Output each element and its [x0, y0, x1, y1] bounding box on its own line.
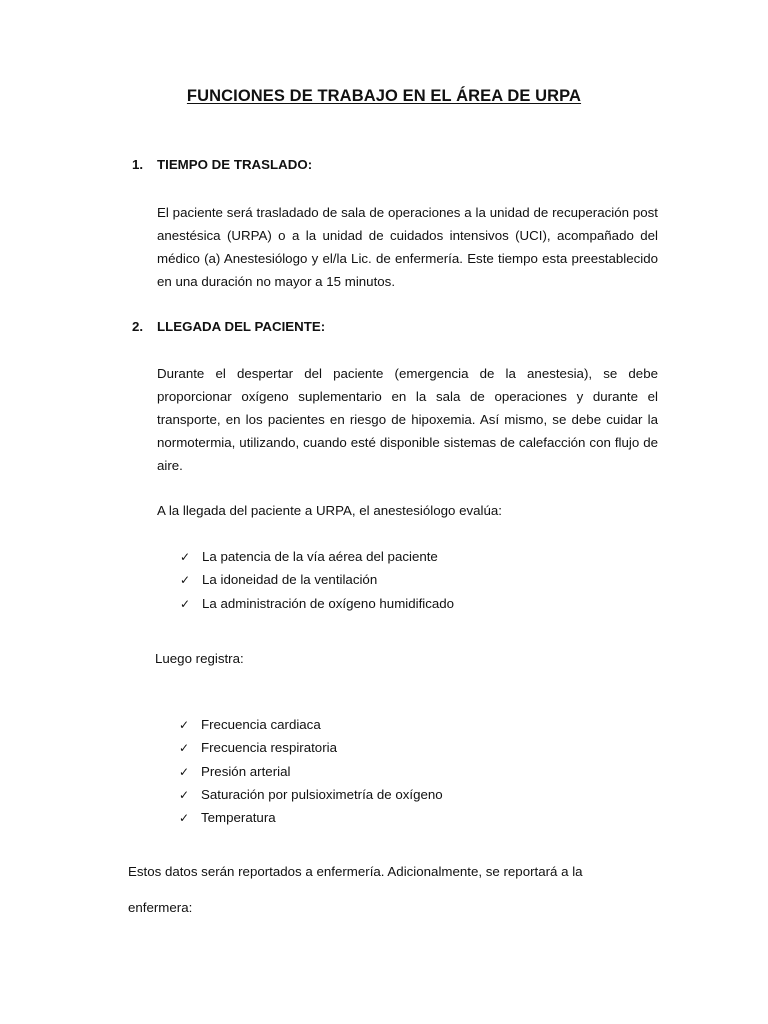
register-checklist: [179, 713, 443, 829]
register-intro: Luego registra:: [155, 651, 244, 666]
checkmark-icon: ✓: [180, 550, 191, 564]
section-number: 1.: [132, 157, 144, 172]
list-item: [179, 760, 443, 783]
list-item: [179, 736, 443, 759]
checkmark-icon: ✓: [179, 718, 190, 732]
checkmark-icon: ✓: [179, 787, 190, 802]
evaluation-checklist: [180, 545, 454, 615]
document-title: FUNCIONES DE TRABAJO EN EL ÁREA DE URPA: [186, 87, 582, 105]
list-item-text: La administración de oxígeno humidificado: [202, 595, 455, 611]
list-item: [180, 545, 454, 568]
checkmark-icon: ✓: [180, 596, 191, 611]
list-item-text: La patencia de la vía aérea del paciente: [202, 549, 438, 564]
checkmark-icon: ✓: [179, 741, 190, 756]
section-heading: [132, 157, 312, 172]
list-item: [179, 713, 443, 736]
list-item: [180, 568, 454, 591]
section-paragraph: El paciente será trasladado de sala de operaciones a la unidad de recuperación post anestésica (URPA) o a la unidad de cuidados intensivos (UCI), acompañado del médico (a) Anestesiólogo y el/la Lic. de enfermería. Este tiempo esta preestablecido en una duración no mayor a 15 minutos.: [157, 205, 658, 289]
list-item: [180, 592, 454, 615]
list-item-text: Presión arterial: [201, 763, 291, 779]
evaluation-intro: A la llegada del paciente a URPA, el anestesiólogo evalúa:: [157, 503, 502, 518]
closing-paragraph: Estos datos serán reportados a enfermería. Adicionalmente, se reportará a la enfermera:: [128, 864, 583, 915]
list-item: [179, 806, 443, 829]
list-item-text: La idoneidad de la ventilación: [202, 572, 378, 588]
section-heading: [132, 319, 325, 334]
checkmark-icon: ✓: [179, 811, 190, 826]
list-item-text: Temperatura: [201, 810, 276, 826]
checkmark-icon: ✓: [179, 764, 190, 779]
section-paragraph: Durante el despertar del paciente (emergencia de la anestesia), se debe proporcionar oxígeno suplementario en la sala de operaciones y durante el transporte, en los pacientes en riesgo de hipoxemia. Así mismo, se debe cuidar la normotermia, utilizando, cuando esté disponible sistemas de calefacción con flujo de aire.: [157, 366, 658, 473]
list-item-text: Saturación por pulsioximetría de oxígeno: [201, 786, 443, 802]
checkmark-icon: ✓: [180, 573, 191, 588]
list-item-text: Frecuencia cardiaca: [201, 717, 321, 732]
list-item: [179, 783, 443, 806]
section-heading-text: TIEMPO DE TRASLADO:: [157, 157, 313, 172]
list-item-text: Frecuencia respiratoria: [201, 740, 337, 756]
section-heading-text: LLEGADA DEL PACIENTE:: [157, 319, 326, 334]
section-number: 2.: [132, 319, 144, 334]
